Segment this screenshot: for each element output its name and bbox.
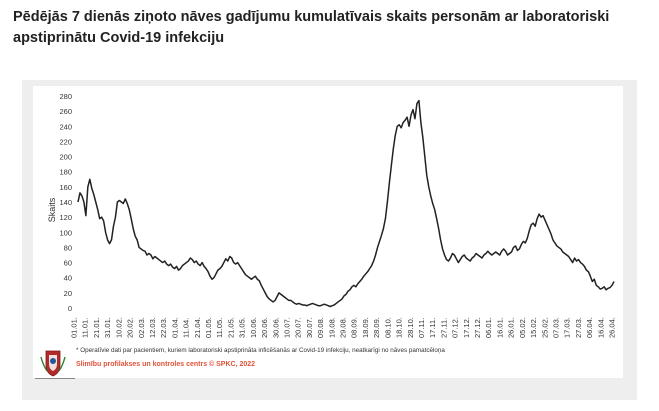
page-title: Pēdējās 7 dienās ziņoto nāves gadījumu kumulatīvais skaits personām ar laboratoriski apstiprinātu Covid-19 infekciju [13, 9, 610, 46]
spkc-coat-of-arms-icon [38, 347, 68, 379]
y-tick-label: 60 [63, 258, 72, 268]
x-tick-label: 07.11. [416, 317, 426, 338]
y-tick-label: 0 [67, 304, 72, 313]
y-axis-label: Skaits [47, 197, 57, 223]
x-tick-label: 11.05. [215, 317, 225, 338]
x-tick-label: 08.10. [383, 317, 393, 338]
x-tick-label: 16.04. [596, 317, 606, 338]
x-tick-label: 05.02. [517, 317, 527, 338]
x-tick-label: 17.03. [562, 317, 572, 338]
x-tick-label: 10.07. [282, 317, 292, 338]
y-tick-label: 240 [59, 122, 72, 132]
x-tick-label: 11.01. [80, 317, 90, 338]
y-tick-label: 280 [59, 92, 72, 101]
y-tick-label: 140 [59, 198, 72, 207]
x-tick-label: 01.01. [69, 317, 79, 338]
x-tick-label: 26.04. [607, 317, 617, 338]
y-tick-label: 80 [63, 243, 72, 253]
x-tick-label: 31.01. [103, 317, 113, 338]
x-tick-label: 07.12. [450, 317, 460, 338]
x-tick-label: 21.01. [91, 317, 101, 338]
x-tick-label: 19.08. [327, 317, 337, 338]
x-tick-label: 12.03. [147, 317, 157, 338]
x-tick-label: 29.08. [338, 317, 348, 338]
x-tick-label: 01.04. [170, 317, 180, 338]
y-axis-ticks [59, 92, 72, 313]
x-tick-label: 06.04. [585, 317, 595, 338]
x-tick-label: 25.02. [540, 317, 550, 338]
y-tick-label: 160 [59, 182, 72, 192]
y-tick-label: 260 [59, 107, 72, 117]
x-tick-label: 30.07. [304, 317, 314, 338]
y-tick-label: 120 [59, 213, 72, 223]
x-tick-label: 10.02. [114, 317, 124, 338]
x-tick-label: 31.05. [237, 317, 247, 338]
x-tick-label: 09.08. [316, 317, 326, 338]
x-tick-label: 11.04. [181, 317, 191, 338]
x-tick-label: 22.03. [159, 317, 169, 338]
x-tick-label: 21.05. [226, 317, 236, 338]
x-tick-label: 21.04. [192, 317, 202, 338]
x-tick-label: 10.06. [248, 317, 258, 338]
footnote: * Operatīvie dati par pacientiem, kuriem laboratoriski apstiprināta inficēšanās ar Covid-19 infekciju, neatkarīgi no nāves pamatcēloņa [76, 347, 445, 354]
x-tick-label: 17.11. [428, 317, 438, 338]
x-tick-label: 27.11. [439, 317, 449, 338]
y-tick-label: 180 [59, 167, 72, 177]
x-tick-label: 18.09. [360, 317, 370, 338]
x-tick-label: 07.03. [551, 317, 561, 338]
x-tick-label: 28.10. [405, 317, 415, 338]
x-tick-label: 27.03. [573, 317, 583, 338]
x-tick-label: 06.01. [484, 317, 494, 338]
series-line [78, 101, 614, 307]
source-credit: Slimību profilakses un kontroles centrs © SPKC, 2022 [76, 361, 256, 368]
y-tick-label: 20 [63, 288, 72, 298]
x-tick-label: 27.12. [473, 317, 482, 338]
x-tick-label: 18.10. [394, 317, 404, 338]
x-tick-label: 20.07. [293, 317, 303, 338]
x-tick-label: 28.09. [372, 317, 382, 338]
x-tick-label: 26.01. [506, 317, 516, 338]
x-tick-label: 02.03. [136, 317, 146, 338]
y-tick-label: 100 [59, 228, 72, 238]
x-tick-label: 01.05. [204, 317, 213, 338]
y-tick-label: 40 [63, 273, 72, 283]
logo-underline [35, 378, 75, 380]
x-tick-label: 20.06. [260, 317, 270, 338]
x-axis-ticks [70, 317, 617, 338]
y-tick-label: 220 [59, 137, 72, 147]
x-tick-label: 08.09. [349, 317, 359, 338]
x-tick-label: 20.02. [125, 317, 135, 338]
x-tick-label: 17.12. [461, 317, 471, 338]
x-tick-label: 30.06. [271, 317, 281, 338]
x-tick-label: 15.02. [529, 317, 539, 338]
y-tick-label: 200 [59, 152, 72, 162]
x-tick-label: 16.01. [495, 317, 505, 338]
